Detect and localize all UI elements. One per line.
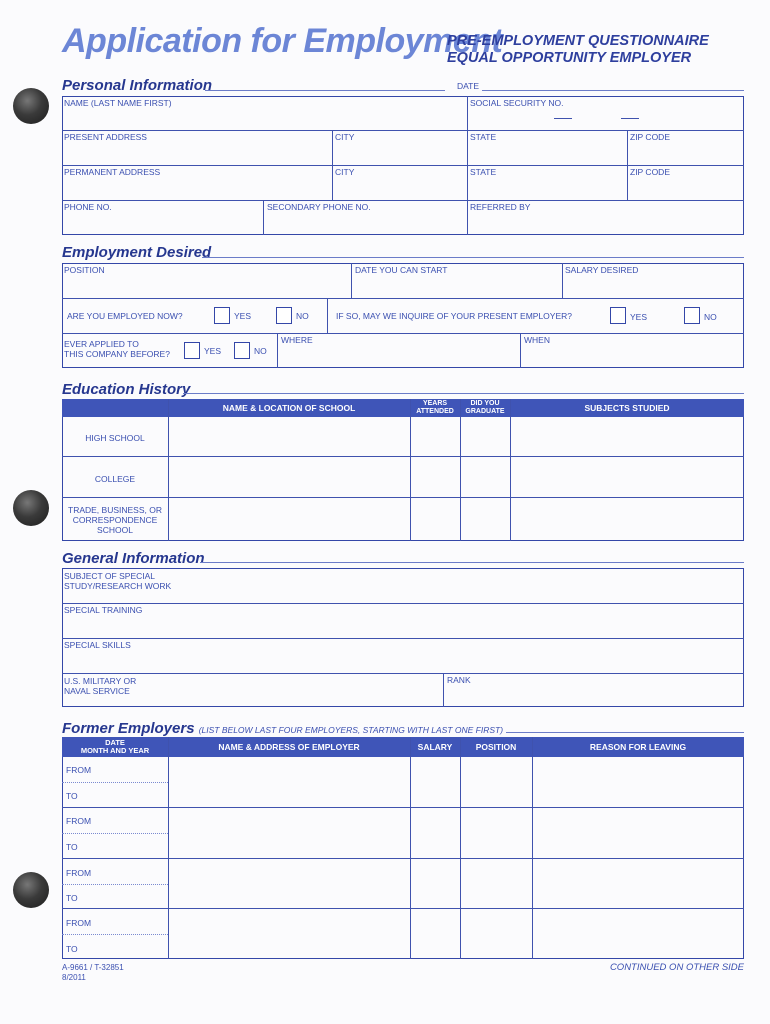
punch-hole-bottom bbox=[13, 872, 49, 908]
col-employer: NAME & ADDRESS OF EMPLOYER bbox=[218, 742, 360, 752]
from-field[interactable]: FROM bbox=[66, 816, 92, 826]
subtitle-line-1: PRE-EMPLOYMENT QUESTIONNAIRE bbox=[447, 33, 709, 49]
yes-label: YES bbox=[234, 311, 252, 321]
section-rule bbox=[183, 393, 744, 394]
to-field[interactable]: TO bbox=[66, 791, 78, 801]
present-city-field[interactable]: CITY bbox=[335, 132, 355, 142]
row-college: COLLEGE bbox=[94, 474, 136, 484]
salary-desired-field[interactable]: SALARY DESIRED bbox=[565, 265, 639, 275]
name-field[interactable]: NAME (LAST NAME FIRST) bbox=[64, 98, 172, 108]
permanent-state-field[interactable]: STATE bbox=[470, 167, 497, 177]
special-skills-field[interactable]: SPECIAL SKILLS bbox=[64, 640, 131, 650]
section-title-education: Education History bbox=[62, 381, 191, 398]
special-study-field[interactable]: SUBJECT OF SPECIAL STUDY/RESEARCH WORK bbox=[64, 571, 172, 591]
row-trade-school: TRADE, BUSINESS, OR CORRESPONDENCE SCHOOL bbox=[68, 505, 162, 535]
yes-label: YES bbox=[630, 312, 648, 322]
col-salary: SALARY bbox=[417, 742, 453, 752]
applied-before-label-2: THIS COMPANY BEFORE? bbox=[64, 349, 170, 359]
section-title-general: General Information bbox=[62, 550, 205, 567]
permanent-city-field[interactable]: CITY bbox=[335, 167, 355, 177]
from-field[interactable]: FROM bbox=[66, 868, 92, 878]
employed-now-label: ARE YOU EMPLOYED NOW? bbox=[67, 311, 183, 321]
yes-label: YES bbox=[204, 346, 222, 356]
no-label: NO bbox=[704, 312, 717, 322]
position-field[interactable]: POSITION bbox=[64, 265, 105, 275]
ssn-dash bbox=[554, 118, 572, 119]
phone-field[interactable]: PHONE NO. bbox=[64, 202, 112, 212]
punch-hole-middle bbox=[13, 490, 49, 526]
employed-now-yes-checkbox[interactable] bbox=[214, 307, 230, 324]
col-did-you-graduate: DID YOU GRADUATE bbox=[465, 400, 505, 415]
col-position: POSITION bbox=[475, 742, 517, 752]
ssn-dash bbox=[621, 118, 639, 119]
col-date: DATE MONTH AND YEAR bbox=[80, 738, 150, 755]
section-rule bbox=[506, 732, 744, 733]
referred-by-field[interactable]: REFERRED BY bbox=[470, 202, 531, 212]
col-reason-for-leaving: REASON FOR LEAVING bbox=[589, 742, 687, 752]
section-title-employment: Employment Desired bbox=[62, 244, 212, 261]
inquire-employer-label: IF SO, MAY WE INQUIRE OF YOUR PRESENT EMPLOYER? bbox=[336, 311, 572, 321]
form-code: A-9661 / T-32851 8/2011 bbox=[62, 963, 124, 982]
start-date-field[interactable]: DATE YOU CAN START bbox=[355, 265, 448, 275]
section-title-personal: Personal Information bbox=[62, 77, 213, 94]
secondary-phone-field[interactable]: SECONDARY PHONE NO. bbox=[267, 202, 371, 212]
date-label: DATE bbox=[457, 81, 480, 91]
section-title-former-employers: Former Employers (LIST BELOW LAST FOUR EMPLOYERS, STARTING WITH LAST ONE FIRST) bbox=[62, 720, 504, 737]
subtitle-line-2: EQUAL OPPORTUNITY EMPLOYER bbox=[447, 50, 692, 66]
where-field[interactable]: WHERE bbox=[281, 335, 313, 345]
present-address-field[interactable]: PRESENT ADDRESS bbox=[64, 132, 147, 142]
col-subjects-studied: SUBJECTS STUDIED bbox=[584, 403, 670, 413]
form-title: Application for Employment bbox=[62, 22, 503, 60]
to-field[interactable]: TO bbox=[66, 893, 78, 903]
applied-before-label-1: EVER APPLIED TO bbox=[64, 339, 139, 349]
inquire-yes-checkbox[interactable] bbox=[610, 307, 626, 324]
continued-note: CONTINUED ON OTHER SIDE bbox=[609, 962, 744, 973]
no-label: NO bbox=[254, 346, 267, 356]
permanent-zip-field[interactable]: ZIP CODE bbox=[630, 167, 670, 177]
col-years-attended: YEARS ATTENDED bbox=[416, 400, 454, 415]
present-state-field[interactable]: STATE bbox=[470, 132, 497, 142]
special-training-field[interactable]: SPECIAL TRAINING bbox=[64, 605, 143, 615]
section-rule bbox=[202, 257, 744, 258]
military-service-field[interactable]: U.S. MILITARY OR NAVAL SERVICE bbox=[64, 676, 137, 696]
applied-no-checkbox[interactable] bbox=[234, 342, 250, 359]
col-school-name: NAME & LOCATION OF SCHOOL bbox=[222, 403, 356, 413]
no-label: NO bbox=[296, 311, 309, 321]
row-high-school: HIGH SCHOOL bbox=[85, 433, 145, 443]
applied-yes-checkbox[interactable] bbox=[184, 342, 200, 359]
ssn-field[interactable]: SOCIAL SECURITY NO. bbox=[470, 98, 564, 108]
present-zip-field[interactable]: ZIP CODE bbox=[630, 132, 670, 142]
to-field[interactable]: TO bbox=[66, 842, 78, 852]
permanent-address-field[interactable]: PERMANENT ADDRESS bbox=[64, 167, 161, 177]
from-field[interactable]: FROM bbox=[66, 918, 92, 928]
rank-field[interactable]: RANK bbox=[447, 675, 471, 685]
employed-now-no-checkbox[interactable] bbox=[276, 307, 292, 324]
from-field[interactable]: FROM bbox=[66, 765, 92, 775]
section-rule bbox=[200, 562, 744, 563]
to-field[interactable]: TO bbox=[66, 944, 78, 954]
date-field[interactable] bbox=[482, 90, 744, 91]
when-field[interactable]: WHEN bbox=[524, 335, 550, 345]
punch-hole-top bbox=[13, 88, 49, 124]
section-rule bbox=[205, 90, 445, 91]
form-subtitle bbox=[447, 33, 709, 67]
former-employers-note: (LIST BELOW LAST FOUR EMPLOYERS, STARTING WITH LAST ONE FIRST) bbox=[198, 725, 504, 735]
inquire-no-checkbox[interactable] bbox=[684, 307, 700, 324]
former-employers-table bbox=[62, 737, 744, 959]
